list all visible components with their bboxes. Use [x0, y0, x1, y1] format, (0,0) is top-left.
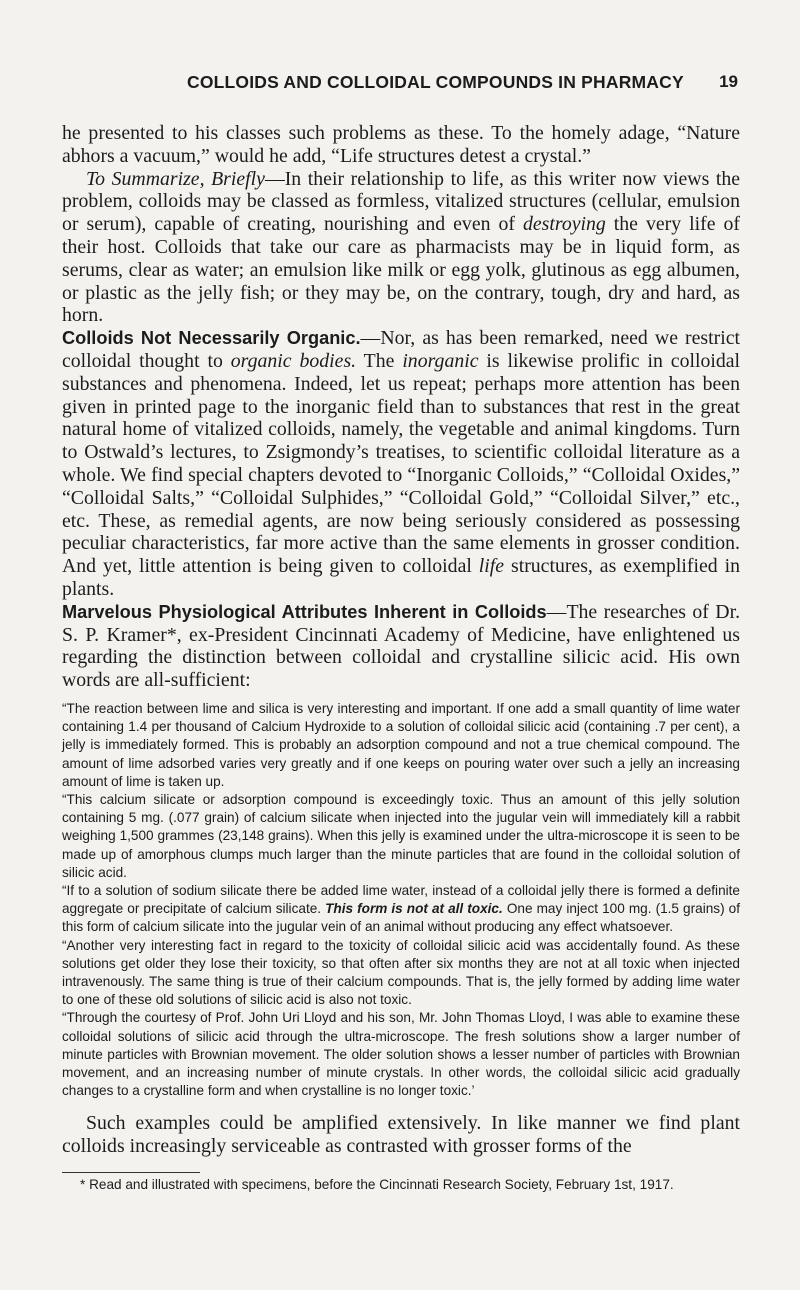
quote-paragraph-4: “Another very interesting fact in regard to the toxicity of colloidal silicic acid was accidentally found. As these solutions get older they lose their toxicity, so that often after six months they are not at all toxic when injected intravenously. The same thing is true of their calcium compounds. That is, the jelly formed by adding lime water to one of these old solutions of silicic acid is also not toxic.: [62, 937, 740, 1008]
running-header: [62, 72, 740, 102]
closing-text: [62, 1112, 740, 1158]
run-in-heading-summarize: To Summarize, Briefly: [86, 167, 265, 190]
footnote-rule: [62, 1172, 200, 1173]
run-in-heading-marvelous: Marvelous Physiological Attributes Inherent in Colloids: [62, 601, 547, 622]
quote-paragraph-1: “The reaction between lime and silica is very interesting and important. If one add a small quantity of lime water containing 1.4 per thousand of Calcium Hydroxide to a solution of colloidal silicic acid (containing .7 per cent), a jelly is immediately formed. This is probably an adsorption compound and not a true chemical compound. The amount of lime adsorbed varies very greatly and if one keeps on pouring water over such a jelly an increasing amount of lime is taken up.: [62, 700, 740, 789]
footnote: * Read and illustrated with specimens, before the Cincinnati Research Society, February 1st, 1917.: [80, 1176, 674, 1192]
running-title: COLLOIDS AND COLLOIDAL COMPOUNDS IN PHARMACY: [187, 72, 684, 92]
quote-paragraph-3: “If to a solution of sodium silicate there be added lime water, instead of a colloidal jelly there is formed a definite aggregate or precipitate of calcium silicate. This form is not at all toxic. One may inject 100 mg. (1.5 grains) of this form of calcium silicate into the jugular vein of an animal without producing any effect whatsoever.: [62, 882, 740, 935]
quote-paragraph-2: “This calcium silicate or adsorption compound is exceedingly toxic. Thus an amount of this jelly solution containing 5 mg. (.077 grain) of calcium silicate when injected into the jugular vein will immediately kill a rabbit weighing 1,500 grammes (23,148 grains). When this jelly is examined under the ultra-microscope it is seen to be made up of amorphous clumps much larger than the minute particles that are found in the colloidal solution of silicic acid.: [62, 791, 740, 880]
quote-paragraph-5: “Through the courtesy of Prof. John Uri Lloyd and his son, Mr. John Thomas Lloyd, I was able to examine these colloidal solutions of silicic acid through the ultra-microscope. The fresh solutions show a larger number of minute particles with Brownian movement. The older solution shows a lesser number of particles with Brownian movement, and an increasing number of minute crystals. In other words, the colloidal silicic acid gradually changes to a crystalline form and when crystalline is no longer toxic.’: [62, 1010, 740, 1099]
paragraph-summarize: To Summarize, Briefly—In their relationship to life, as this writer now views the problem, colloids may be classed as formless, vitalized structures (cellular, emulsion or serum), capable of creating, nourishing and even of destroying the very life of their host. Colloids that take our care as pharmacists may be in liquid form, as serums, clear as water; an emulsion like milk or egg yolk, glutinous as egg albumen, or plastic as the jelly fish; or they may be, on the contrary, tough, dry and hard, as horn.: [62, 167, 741, 327]
paragraph-amplified: Such examples could be amplified extensively. In like manner we find plant colloids increasingly serviceable as contrasted with grosser forms of the: [62, 1112, 740, 1158]
run-in-heading-not-organic: Colloids Not Necessarily Organic.: [62, 328, 361, 349]
kramer-quotation: [62, 700, 740, 1100]
paragraph-not-organic: Colloids Not Necessarily Organic.—Nor, as has been remarked, need we restrict colloidal thought to organic bodies. The inorganic is likewise prolific in colloidal substances and phenomena. Indeed, let us repeat; perhaps more attention has been given in printed page to the inorganic field than to substances that rest in the great natural home of vitalized colloids, namely, the vegetable and animal kingdoms. Turn to Ostwald’s lectures, to Zsigmondy’s treatises, to scientific colloidal literature as a whole. We find special chapters devoted to “Inorganic Colloids,” “Colloidal Oxides,” “Colloidal Salts,” “Colloidal Sulphides,” “Colloidal Gold,” “Colloidal Silver,” etc., etc. These, as remedial agents, are now being seriously considered as possessing peculiar characteristics, far more active than the same elements in grosser condition. And yet, little attention is being given to colloidal life structures, as exemplified in plants.: [62, 327, 740, 600]
main-text: [62, 122, 740, 692]
paragraph-marvelous: Marvelous Physiological Attributes Inherent in Colloids—The researches of Dr. S. P. Kramer*, ex-President Cincinnati Academy of Medicine, have enlightened us regarding the distinction between colloidal and crystalline silicic acid. His own words are all-sufficient:: [62, 600, 741, 692]
paragraph-continuation: he presented to his classes such problems as these. To the homely adage, “Nature abhors a vacuum,” would he add, “Life structures detest a crystal.”: [62, 122, 740, 167]
page-number: 19: [719, 72, 738, 91]
